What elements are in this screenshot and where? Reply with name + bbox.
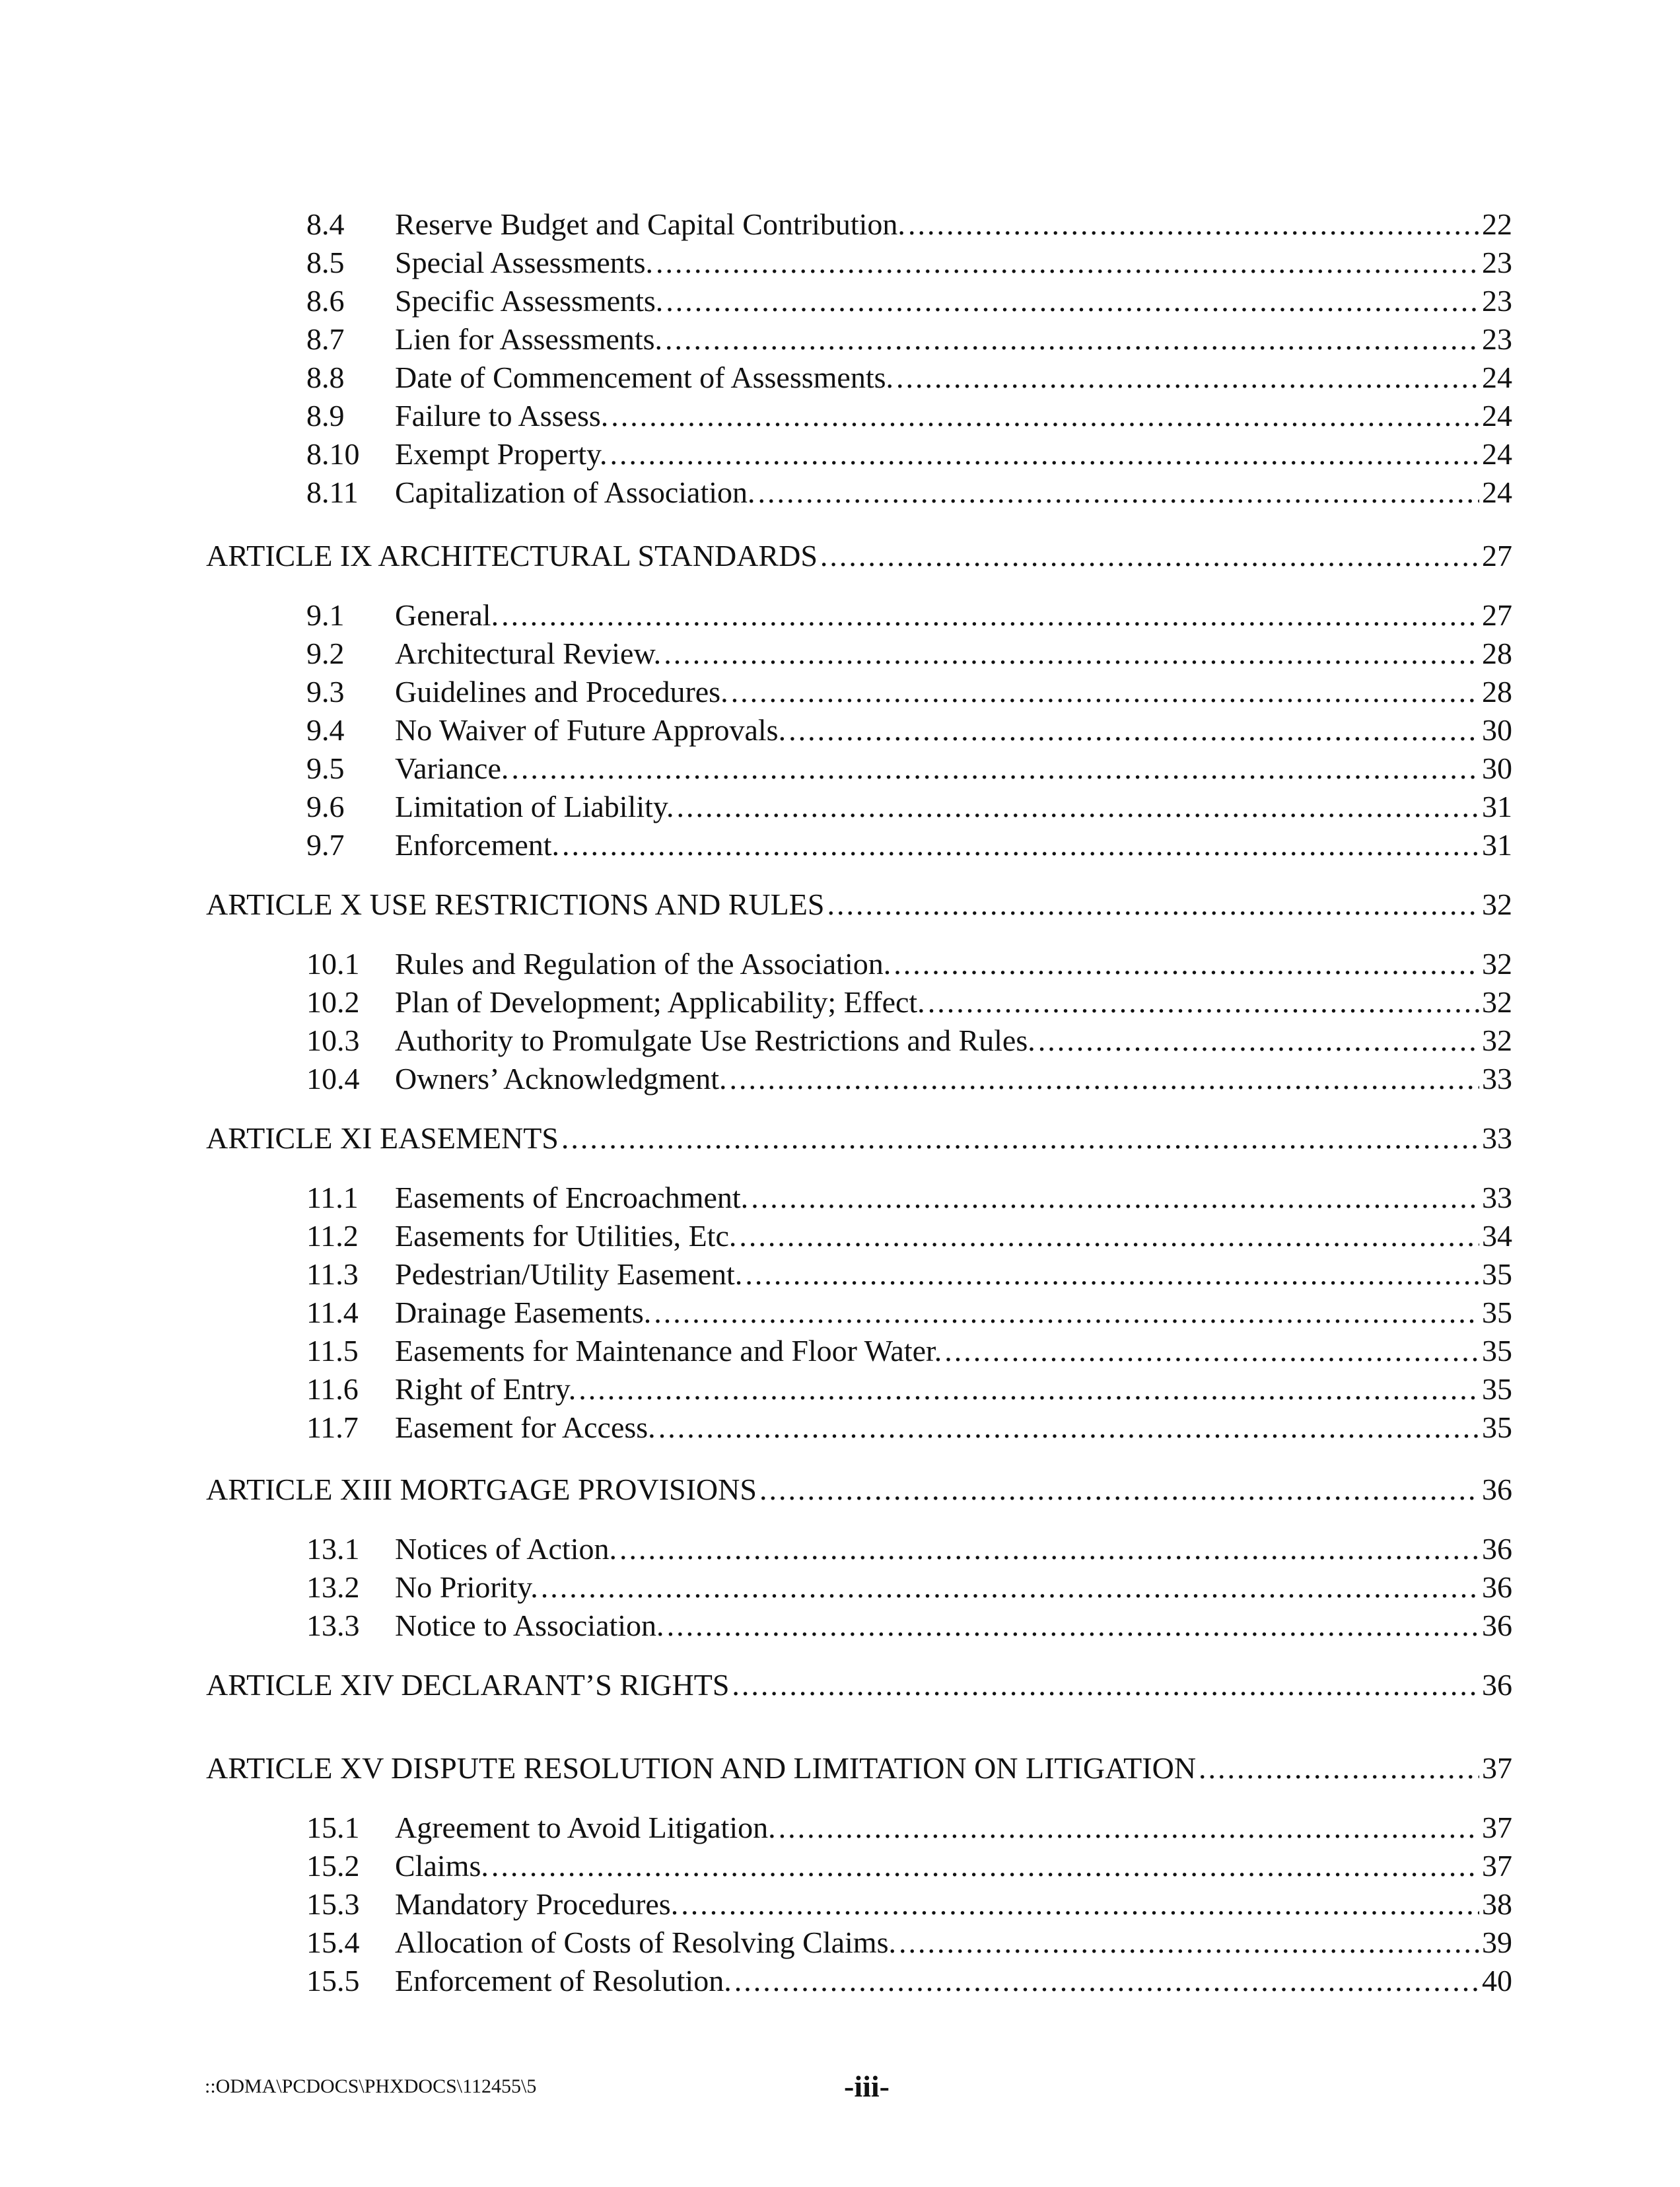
section-number: 13.3 — [306, 1609, 360, 1642]
section-title: Plan of Development; Applicability; Effect. — [395, 985, 925, 1019]
dot-leader — [788, 712, 1479, 749]
toc-section-entry — [306, 674, 1512, 711]
section-number: 15.2 — [306, 1849, 360, 1883]
page-number: 31 — [1482, 828, 1512, 862]
page-number: 24 — [1482, 361, 1512, 394]
dot-leader — [501, 597, 1479, 634]
section-title: Easements for Utilities, Etc. — [395, 1219, 737, 1253]
dot-leader — [511, 750, 1479, 787]
section-number: 11.6 — [306, 1372, 359, 1406]
page-number: 27 — [1482, 539, 1512, 573]
page-number: 35 — [1482, 1372, 1512, 1406]
dot-leader — [739, 1218, 1479, 1255]
section-number: 9.4 — [306, 713, 345, 747]
toc-section-entry — [306, 984, 1512, 1021]
page-number: 38 — [1482, 1887, 1512, 1921]
page-number: 32 — [1482, 947, 1512, 981]
section-number: 10.3 — [306, 1024, 360, 1057]
toc-section-entry — [306, 1371, 1512, 1408]
section-number: 13.2 — [306, 1570, 360, 1604]
toc-section-entry — [306, 436, 1512, 473]
dot-leader — [734, 1962, 1479, 1999]
page-number: 35 — [1482, 1296, 1512, 1329]
page-number: 35 — [1482, 1334, 1512, 1368]
section-title: Allocation of Costs of Resolving Claims. — [395, 1926, 896, 1959]
dot-leader — [667, 1607, 1479, 1644]
toc-section-entry — [306, 1022, 1512, 1059]
page-number: 32 — [1482, 985, 1512, 1019]
page-number: 36 — [1482, 1609, 1512, 1642]
dot-leader — [759, 1471, 1479, 1508]
page-number: 32 — [1482, 1024, 1512, 1057]
dot-leader — [654, 1294, 1479, 1331]
page-number: 28 — [1482, 637, 1512, 670]
page-number: 33 — [1482, 1062, 1512, 1095]
toc-section-entry — [306, 1809, 1512, 1846]
page-number: 23 — [1482, 322, 1512, 356]
page-number: 24 — [1482, 399, 1512, 433]
dot-leader — [658, 1409, 1479, 1446]
toc-section-entry — [306, 359, 1512, 396]
section-number: 15.4 — [306, 1926, 360, 1959]
section-title: Easements of Encroachment. — [395, 1181, 749, 1214]
dot-leader — [666, 283, 1479, 320]
section-number: 10.1 — [306, 947, 360, 981]
section-title: Pedestrian/Utility Easement. — [395, 1257, 743, 1291]
toc-section-entry — [306, 1962, 1512, 1999]
section-number: 8.4 — [306, 207, 345, 241]
section-title: No Priority. — [395, 1570, 538, 1604]
section-title: Lien for Assessments. — [395, 322, 663, 356]
page-number: 36 — [1482, 1570, 1512, 1604]
dot-leader — [751, 1179, 1479, 1216]
article-title: ARTICLE X USE RESTRICTIONS AND RULES — [206, 887, 825, 921]
dot-leader — [681, 1886, 1479, 1923]
page-number: 35 — [1482, 1410, 1512, 1444]
section-title: Guidelines and Procedures. — [395, 675, 728, 709]
page-number: 35 — [1482, 1257, 1512, 1291]
page-number: 37 — [1482, 1849, 1512, 1883]
article-title: ARTICLE IX ARCHITECTURAL STANDARDS — [206, 539, 818, 573]
page-number: 31 — [1482, 790, 1512, 823]
section-title: Date of Commencement of Assessments. — [395, 361, 894, 394]
section-number: 11.4 — [306, 1296, 359, 1329]
toc-section-entry — [306, 1179, 1512, 1216]
section-number: 8.10 — [306, 437, 360, 471]
toc-section-entry — [306, 283, 1512, 320]
section-title: Enforcement. — [395, 828, 560, 862]
toc-section-entry — [306, 1569, 1512, 1606]
dot-leader — [619, 1531, 1479, 1568]
toc-article-entry — [206, 1120, 1512, 1157]
toc-section-entry — [306, 206, 1512, 243]
dot-leader — [578, 1371, 1479, 1408]
dot-leader — [944, 1333, 1479, 1370]
section-number: 9.2 — [306, 637, 345, 670]
dot-leader — [745, 1256, 1479, 1293]
toc-section-entry — [306, 1886, 1512, 1923]
dot-leader — [820, 538, 1479, 574]
section-title: Limitation of Liability. — [395, 790, 674, 823]
dot-leader — [562, 827, 1479, 864]
dot-leader — [928, 984, 1479, 1021]
toc-section-entry — [306, 398, 1512, 434]
section-title: Rules and Regulation of the Association. — [395, 947, 892, 981]
section-number: 9.3 — [306, 675, 345, 709]
toc-section-entry — [306, 244, 1512, 281]
section-number: 13.1 — [306, 1532, 360, 1566]
dot-leader — [827, 886, 1479, 923]
toc-section-entry — [306, 1531, 1512, 1568]
page-number: 36 — [1482, 1532, 1512, 1566]
section-number: 8.8 — [306, 361, 345, 394]
dot-leader — [893, 946, 1479, 983]
toc-section-entry — [306, 321, 1512, 358]
section-title: Exempt Property. — [395, 437, 608, 471]
section-title: No Waiver of Future Approvals. — [395, 713, 787, 747]
section-title: General. — [395, 598, 499, 632]
toc-section-entry — [306, 1256, 1512, 1293]
dot-leader — [664, 635, 1479, 672]
section-number: 10.2 — [306, 985, 360, 1019]
section-number: 11.5 — [306, 1334, 359, 1368]
toc-section-entry — [306, 635, 1512, 672]
toc-section-entry — [306, 1294, 1512, 1331]
section-title: Notice to Association. — [395, 1609, 664, 1642]
section-title: Notices of Action. — [395, 1532, 617, 1566]
dot-leader — [896, 359, 1479, 396]
toc-section-entry — [306, 474, 1512, 511]
toc-section-entry — [306, 597, 1512, 634]
page-number: 23 — [1482, 246, 1512, 279]
toc-section-entry — [306, 750, 1512, 787]
toc-section-entry — [306, 788, 1512, 825]
article-title: ARTICLE XI EASEMENTS — [206, 1121, 559, 1155]
section-number: 15.3 — [306, 1887, 360, 1921]
section-number: 8.9 — [306, 399, 345, 433]
page-number: 39 — [1482, 1926, 1512, 1959]
page-number: 22 — [1482, 207, 1512, 241]
dot-leader — [665, 321, 1479, 358]
toc-section-entry — [306, 1607, 1512, 1644]
page-number: 34 — [1482, 1219, 1512, 1253]
section-title: Easements for Maintenance and Floor Water. — [395, 1334, 942, 1368]
section-number: 15.1 — [306, 1811, 360, 1844]
section-title: Claims. — [395, 1849, 489, 1883]
page-number: 27 — [1482, 598, 1512, 632]
section-number: 8.11 — [306, 475, 359, 509]
toc-article-entry — [206, 886, 1512, 923]
page-number: 24 — [1482, 437, 1512, 471]
toc-section-entry — [306, 1924, 1512, 1961]
dot-leader — [908, 206, 1479, 243]
section-title: Enforcement of Resolution. — [395, 1964, 732, 1997]
dot-leader — [656, 244, 1479, 281]
dot-leader — [561, 1120, 1479, 1157]
page-number: 40 — [1482, 1964, 1512, 1997]
toc-article-entry — [206, 1471, 1512, 1508]
section-title: Right of Entry. — [395, 1372, 577, 1406]
page-number: 37 — [1482, 1811, 1512, 1844]
article-title: ARTICLE XIII MORTGAGE PROVISIONS — [206, 1473, 757, 1506]
dot-leader — [732, 1667, 1479, 1704]
toc-article-entry — [206, 1667, 1512, 1704]
toc-section-entry — [306, 1333, 1512, 1370]
toc-section-entry — [306, 1848, 1512, 1885]
section-number: 9.5 — [306, 751, 345, 785]
dot-leader — [731, 674, 1479, 711]
section-number: 11.1 — [306, 1181, 359, 1214]
dot-leader — [899, 1924, 1479, 1961]
article-title: ARTICLE XIV DECLARANT’S RIGHTS — [206, 1668, 730, 1702]
section-number: 8.6 — [306, 284, 345, 318]
footer-page-number: -iii- — [844, 2069, 890, 2103]
section-number: 11.7 — [306, 1410, 359, 1444]
toc-section-entry — [306, 712, 1512, 749]
toc-article-entry — [206, 538, 1512, 574]
page-number: 33 — [1482, 1121, 1512, 1155]
dot-leader — [1038, 1022, 1479, 1059]
section-title: Capitalization of Association. — [395, 475, 755, 509]
section-title: Reserve Budget and Capital Contribution. — [395, 207, 905, 241]
dot-leader — [610, 436, 1479, 473]
page-number: 37 — [1482, 1751, 1512, 1785]
section-title: Agreement to Avoid Litigation. — [395, 1811, 776, 1844]
section-number: 15.5 — [306, 1964, 360, 1997]
toc-section-entry — [306, 1218, 1512, 1255]
section-number: 10.4 — [306, 1062, 360, 1095]
section-title: Failure to Assess. — [395, 399, 609, 433]
page-number: 24 — [1482, 475, 1512, 509]
section-title: Architectural Review. — [395, 637, 662, 670]
page-number: 30 — [1482, 713, 1512, 747]
section-title: Authority to Promulgate Use Restrictions and Rules. — [395, 1024, 1035, 1057]
dot-leader — [758, 474, 1479, 511]
article-title: ARTICLE XV DISPUTE RESOLUTION AND LIMITATION ON LITIGATION — [206, 1751, 1197, 1785]
toc-article-entry — [206, 1750, 1512, 1787]
dot-leader — [1199, 1750, 1479, 1787]
section-title: Easement for Access. — [395, 1410, 656, 1444]
page-number: 32 — [1482, 887, 1512, 921]
toc-section-entry — [306, 1060, 1512, 1097]
dot-leader — [491, 1848, 1479, 1885]
section-title: Specific Assessments. — [395, 284, 664, 318]
page-number: 23 — [1482, 284, 1512, 318]
page-number: 33 — [1482, 1181, 1512, 1214]
section-number: 9.1 — [306, 598, 345, 632]
page-number: 30 — [1482, 751, 1512, 785]
section-title: Variance. — [395, 751, 509, 785]
section-number: 9.6 — [306, 790, 345, 823]
section-number: 11.3 — [306, 1257, 359, 1291]
footer-document-path: ::ODMA\PCDOCS\PHXDOCS\112455\5 — [205, 2075, 537, 2097]
section-title: Special Assessments. — [395, 246, 653, 279]
dot-leader — [541, 1569, 1479, 1606]
toc-section-entry — [306, 1409, 1512, 1446]
dot-leader — [779, 1809, 1479, 1846]
section-title: Drainage Easements. — [395, 1296, 652, 1329]
section-title: Owners’ Acknowledgment. — [395, 1062, 727, 1095]
section-number: 8.5 — [306, 246, 345, 279]
section-number: 11.2 — [306, 1219, 359, 1253]
section-number: 9.7 — [306, 828, 345, 862]
toc-section-entry — [306, 827, 1512, 864]
page-number: 28 — [1482, 675, 1512, 709]
section-number: 8.7 — [306, 322, 345, 356]
dot-leader — [729, 1060, 1479, 1097]
section-title: Mandatory Procedures. — [395, 1887, 679, 1921]
toc-section-entry — [306, 946, 1512, 983]
page-number: 36 — [1482, 1668, 1512, 1702]
page-number: 36 — [1482, 1473, 1512, 1506]
dot-leader — [676, 788, 1479, 825]
dot-leader — [611, 398, 1479, 434]
